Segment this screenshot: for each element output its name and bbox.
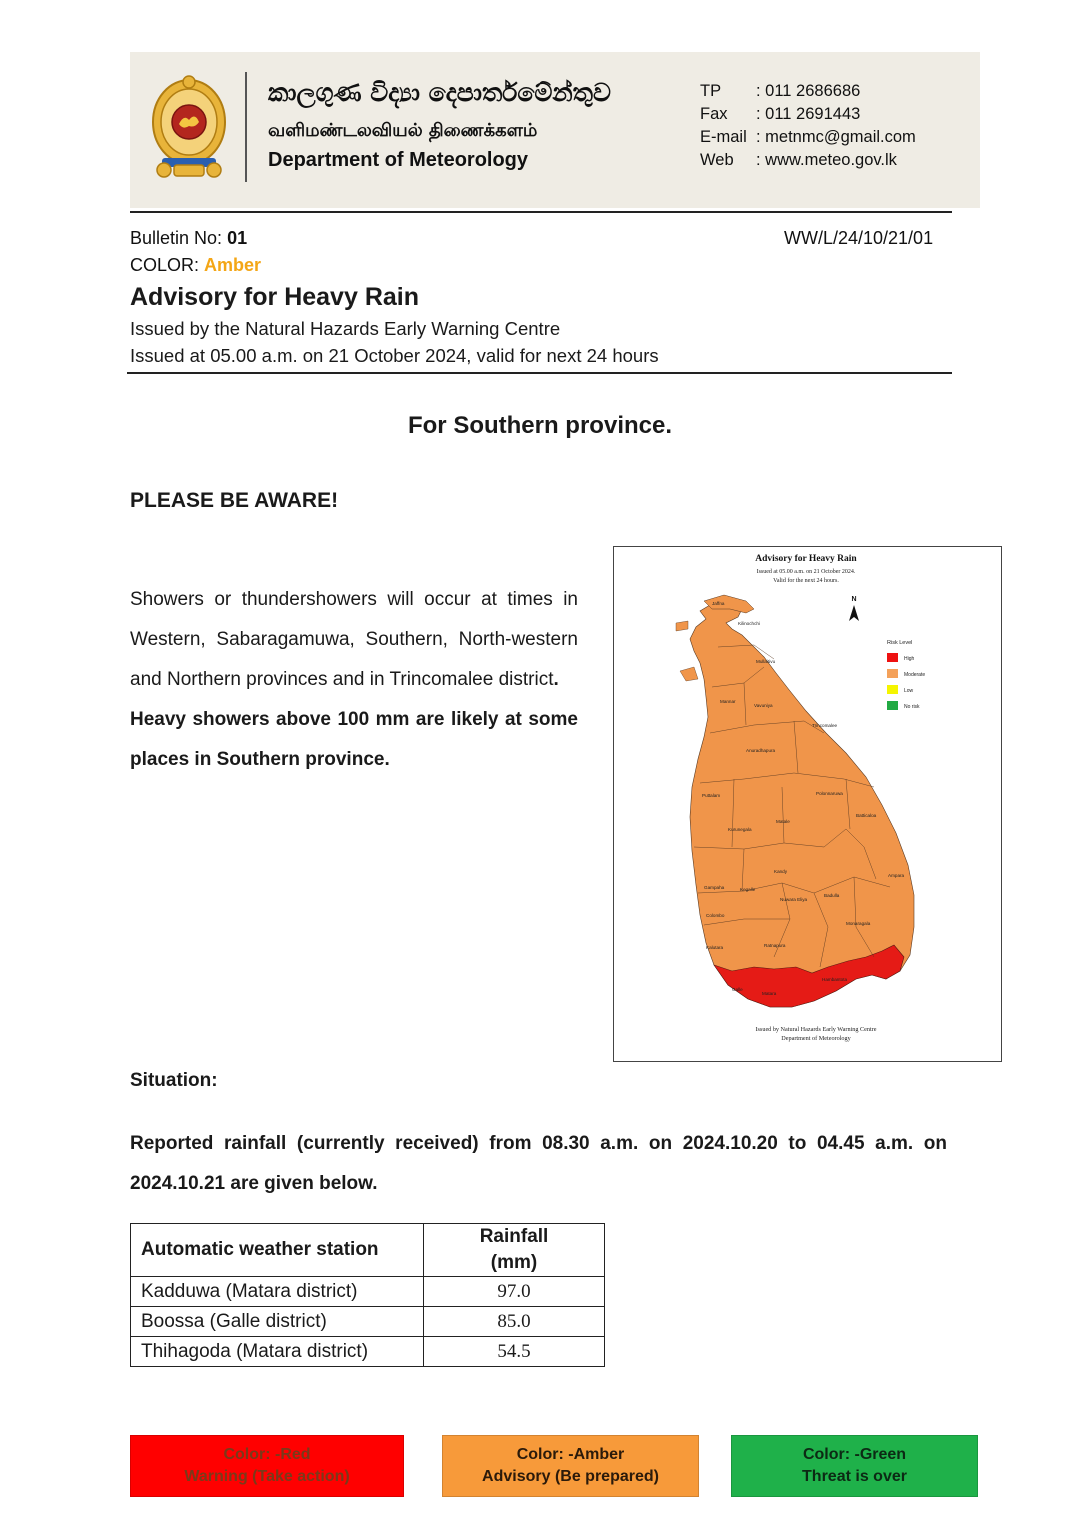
map-island-fragment <box>676 621 688 631</box>
label-monaragala: Monaragala <box>846 921 871 926</box>
legend-swatch-high <box>887 653 898 662</box>
label-anuradhapura: Anuradhapura <box>746 748 776 753</box>
risk-map <box>613 546 1002 1062</box>
situation-heading: Situation: <box>130 1070 218 1091</box>
please-be-aware: PLEASE BE AWARE! <box>130 489 339 512</box>
label-badulla: Badulla <box>824 893 840 898</box>
label-colombo: Colombo <box>706 913 725 918</box>
label-ratnapura: Ratnapura <box>764 943 786 948</box>
label-polonnaruwa: Polonnaruwa <box>816 791 843 796</box>
map-region-moderate <box>690 599 914 1007</box>
label-vavuniya: Vavuniya <box>754 703 773 708</box>
north-arrow-icon <box>849 605 859 621</box>
station-cell: Boossa (Galle district) <box>131 1307 424 1337</box>
contact-fax: Fax : 011 2691443 <box>700 105 861 123</box>
station-cell: Thihagoda (Matara district) <box>131 1337 424 1367</box>
map-title: Advisory for Heavy Rain <box>755 554 857 564</box>
color-code-amber: Color: -Amber Advisory (Be prepared) <box>442 1435 699 1497</box>
advisory-heavy-showers: Heavy showers above 100 mm are likely at some places in Southern province. <box>130 709 578 770</box>
advisory-body: Showers or thundershowers will occur at times in Western, Sabaragamuwa, Southern, North-western and Northern provinces and in Trincomalee district. Heavy showers above 100 mm are likely at some places in Southern province. <box>130 589 578 770</box>
reported-rainfall-text: Reported rainfall (currently received) from 08.30 a.m. on 2024.10.20 to 04.45 a.m. on 2024.10.21 are given below. <box>130 1133 947 1194</box>
map-footer-issuer: Issued by Natural Hazards Early Warning Centre <box>755 1026 877 1033</box>
map-mannar-island <box>680 667 698 681</box>
label-kilinochchi: Kilinochchi <box>738 621 760 626</box>
rainfall-cell: 54.5 <box>424 1337 605 1367</box>
label-ampara: Ampara <box>888 873 905 878</box>
header-divider <box>245 72 247 182</box>
label-matara: Matara <box>762 991 777 996</box>
national-emblem-icon <box>150 72 228 180</box>
target-region-heading: For Southern province. <box>407 412 673 439</box>
label-kalutara: Kalutara <box>706 945 724 950</box>
bulletin-number: Bulletin No: 01 <box>130 228 248 248</box>
legend-label-no-risk: No risk <box>904 704 920 710</box>
label-batticaloa: Batticaloa <box>856 813 877 818</box>
label-gampaha: Gampaha <box>704 885 725 890</box>
label-kegalle: Kegalle <box>740 887 756 892</box>
north-label: N <box>851 596 857 603</box>
sri-lanka-map <box>614 547 1001 1061</box>
label-mullaitivu: Mullaitivu <box>756 659 776 664</box>
column-header-station: Automatic weather station <box>131 1224 424 1277</box>
legend-swatch-low <box>887 685 898 694</box>
map-subtitle-issued: Issued at 05.00 a.m. on 21 October 2024. <box>756 569 856 575</box>
legend-label-low: Low <box>904 688 914 694</box>
label-nuwara-eliya: Nuwara Eliya <box>780 897 808 902</box>
label-puttalam: Puttalam <box>702 793 721 798</box>
label-galle: Galle <box>732 987 743 992</box>
rainfall-table <box>130 1223 605 1367</box>
station-cell: Kadduwa (Matara district) <box>131 1277 424 1307</box>
advisory-title: Advisory for Heavy Rain <box>130 283 419 311</box>
bulletin-color: COLOR: Amber <box>130 255 262 275</box>
table-row <box>131 1277 605 1307</box>
table-row <box>131 1337 605 1367</box>
legend-title: Risk Level <box>887 640 913 646</box>
issued-by: Issued by the Natural Hazards Early Warning Centre <box>130 318 561 339</box>
label-matale: Matale <box>776 819 790 824</box>
rainfall-cell: 97.0 <box>424 1277 605 1307</box>
contact-email: E-mail : metnmc@gmail.com <box>700 128 916 146</box>
bulletin-reference: WW/L/24/10/21/01 <box>784 228 934 248</box>
label-kandy: Kandy <box>774 869 788 874</box>
contact-web: Web : www.meteo.gov.lk <box>700 151 897 169</box>
label-trincomalee: Trincomalee <box>812 723 838 728</box>
advisory-paragraph: Showers or thundershowers will occur at times in Western, Sabaragamuwa, Southern, North-western and Northern provinces and in Trincomalee district <box>130 589 578 690</box>
org-name-sinhala: කාලගුණ විද්‍යා දෙපාර්තමේන්තුව <box>268 78 611 107</box>
label-hambantota: Hambantota <box>822 977 848 982</box>
legend-label-high: High <box>904 656 915 662</box>
org-name-english: Department of Meteorology <box>268 149 529 171</box>
table-header-row <box>131 1224 605 1277</box>
table-row <box>131 1307 605 1337</box>
org-name-tamil: வளிமண்டலவியல் திணைக்களம் <box>268 120 538 141</box>
contact-tp: TP : 011 2686686 <box>700 82 861 100</box>
title-rule <box>127 372 952 374</box>
map-footer-department: Department of Meteorology <box>781 1035 851 1042</box>
legend-label-moderate: Moderate <box>904 672 926 678</box>
rainfall-cell: 85.0 <box>424 1307 605 1337</box>
label-kurunegala: Kurunegala <box>728 827 752 832</box>
color-code-green: Color: -Green Threat is over <box>731 1435 978 1497</box>
header-rule <box>130 211 952 213</box>
label-jaffna: Jaffna <box>712 601 725 606</box>
color-code-red: Color: -Red Warning (Take action) <box>130 1435 404 1497</box>
legend-swatch-moderate <box>887 669 898 678</box>
map-subtitle-valid: Valid for the next 24 hours. <box>773 578 839 584</box>
legend-swatch-no-risk <box>887 701 898 710</box>
label-mannar: Mannar <box>720 699 736 704</box>
issued-at: Issued at 05.00 a.m. on 21 October 2024, valid for next 24 hours <box>130 345 659 366</box>
column-header-rainfall: Rainfall (mm) <box>424 1224 605 1277</box>
